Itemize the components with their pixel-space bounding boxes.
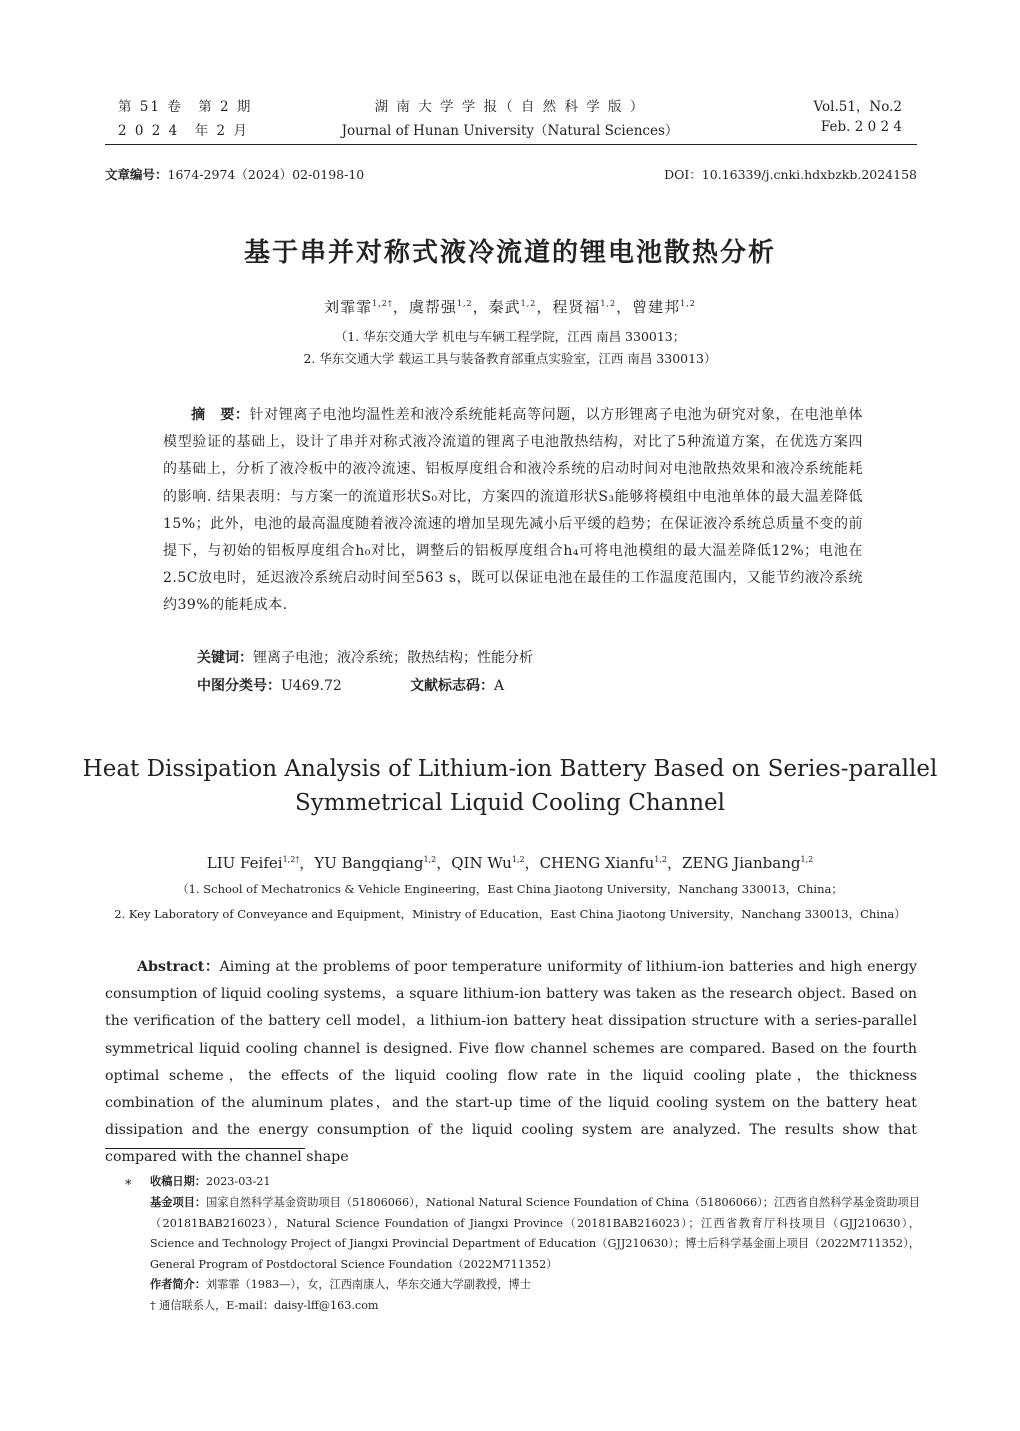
fund-label: 基金项目： (150, 1196, 207, 1209)
footnote-author (150, 1275, 920, 1296)
author-name: ZENG Jianbang (682, 854, 801, 872)
header-volume-issue-en: Vol.51，No.2 (813, 99, 902, 115)
affiliation-cn-1: （1. 华东交通大学 机电与车辆工程学院，江西 南昌 330013； (334, 329, 686, 344)
affiliation-en-1: （1. School of Mechatronics & Vehicle Engineering，East China Jiaotong University，Nanchang 330013，China； (177, 882, 843, 896)
author-affiliation-mark: 1,2† (282, 855, 300, 864)
author-name: QIN Wu (451, 854, 512, 872)
abstract-en (105, 954, 917, 1172)
affiliation-cn-2: 2. 华东交通大学 载运工具与装备教育部重点实验室，江西 南昌 330013） (303, 351, 717, 366)
title-en-line-2: Symmetrical Liquid Cooling Channel (295, 790, 725, 816)
abstract-en-text: Aiming at the problems of poor temperature uniformity of lithium-ion batteries and high energy consumption of liquid cooling systems，a square lithium-ion battery was taken as the research object. Based on the verification of the battery cell model，a lithium-ion battery heat dissipation structure with a series-parallel symmetrical liquid cooling channel is designed. Five flow channel schemes are compared. Based on the fourth optimal scheme，the effects of the liquid cooling flow rate in the liquid cooling plate，the thickness combination of the aluminum plates，and the start-up time of the liquid cooling system on the battery heat dissipation and the energy consumption of the liquid cooling system are analyzed. The results show that compared with the channel shape (105, 959, 917, 1166)
author-separator: ， (616, 298, 633, 316)
author-bio-text: 刘霏霏（1983—），女，江西南康人，华东交通大学副教授，博士 (205, 1278, 531, 1291)
author-affiliation-mark: 1,2 (520, 299, 537, 308)
title-en (0, 752, 1020, 820)
affiliation-en-2: 2. Key Laboratory of Conveyance and Equipment，Ministry of Education，East China Jiaotong University，Nanchang 330013，China） (114, 907, 906, 921)
header-rule (105, 144, 917, 145)
authors-cn (0, 296, 1020, 317)
footnote-marker: * (125, 1178, 132, 1193)
author-separator: ， (524, 854, 540, 872)
keywords-cn (197, 647, 533, 667)
author-name: 曾建邦 (632, 298, 681, 316)
author-separator: ， (299, 854, 315, 872)
article-number-label: 文章编号： (105, 167, 168, 182)
footnote-fund (150, 1193, 920, 1275)
title-en-line-1: Heat Dissipation Analysis of Lithium-ion Battery Based on Series-parallel (82, 756, 938, 782)
document-code-value: A (494, 678, 505, 694)
doi: DOI：10.16339/j.cnki.hdxbzkb.2024158 (664, 167, 917, 182)
author-affiliation-mark: 1,2 (423, 855, 437, 864)
header-date-en: Feb. 2 0 2 4 (820, 119, 902, 135)
author-name: CHENG Xianfu (539, 854, 655, 872)
abstract-cn (163, 402, 863, 620)
author-separator: ， (436, 854, 452, 872)
footnote-contact: † 通信联系人，E-mail：daisy-lff@163.com (150, 1299, 379, 1312)
author-separator: ， (472, 298, 489, 316)
document-code-label: 文献标志码： (410, 678, 494, 694)
keywords-cn-label: 关键词： (197, 650, 253, 666)
author-affiliation-mark: 1,2 (654, 855, 667, 864)
article-number-value: 1674-2974（2024）02-0198-10 (167, 167, 365, 182)
author-name: YU Bangqiang (314, 854, 424, 872)
author-separator: ， (392, 298, 409, 316)
author-name: 程贤福 (552, 298, 601, 316)
author-affiliation-mark: 1,2 (800, 855, 814, 864)
keywords-cn-text: 锂离子电池；液冷系统；散热结构；性能分析 (253, 650, 533, 666)
author-affiliation-mark: 1,2 (511, 855, 525, 864)
authors-en (0, 852, 1020, 873)
header-volume-issue-cn: 第 51 卷 第 2 期 (118, 99, 253, 115)
clc-label: 中图分类号： (197, 678, 281, 694)
article-number (105, 165, 364, 183)
author-affiliation-mark: 1,2† (372, 299, 393, 308)
author-name: 刘霏霏 (324, 298, 373, 316)
author-separator: ， (666, 854, 682, 872)
author-bio-label: 作者简介： (150, 1278, 206, 1291)
footnote-received (150, 1172, 920, 1193)
author-affiliation-mark: 1,2 (456, 299, 473, 308)
received-date: 2023-03-21 (205, 1175, 271, 1188)
author-name: LIU Feifei (206, 854, 283, 872)
header-journal-cn: 湖 南 大 学 学 报（ 自 然 科 学 版 ） (374, 99, 646, 115)
author-name: 秦武 (488, 298, 521, 316)
author-name: 虞帮强 (408, 298, 457, 316)
received-label: 收稿日期： (150, 1175, 206, 1188)
header-journal-en: Journal of Hunan University（Natural Sciences） (341, 123, 679, 139)
fund-text: 国家自然科学基金资助项目（51806066），National Natural Science Foundation of China（51806066）；江西省自然科学基金资助项目（20181BAB216023），Natural Science Foundation of Jiangxi Province（20181BAB216023）；江西省教育厅科技项目（GJJ210630），Science and Technology Project of Jiangxi Provincial Department of Education（GJJ210630）；博士后科学基金面上项目（2022M711352），General Program of Postdoctoral Science Foundation（2022M711352） (150, 1196, 920, 1271)
footnote-rule (105, 1148, 305, 1149)
title-cn: 基于串并对称式液冷流道的锂电池散热分析 (243, 238, 776, 268)
author-affiliation-mark: 1,2 (680, 299, 696, 308)
clc-number (197, 675, 342, 695)
abstract-cn-label: 摘 要： (191, 407, 250, 423)
document-code (410, 675, 504, 695)
clc-value: U469.72 (281, 678, 342, 694)
abstract-en-label: Abstract： (137, 959, 220, 975)
header-date-cn: 2 0 2 4 年 2 月 (118, 123, 249, 139)
author-affiliation-mark: 1,2 (600, 299, 617, 308)
author-separator: ， (536, 298, 553, 316)
abstract-cn-text: 针对锂离子电池均温性差和液冷系统能耗高等问题，以方形锂离子电池为研究对象，在电池单体模型验证的基础上，设计了串并对称式液冷流道的锂离子电池散热结构，对比了5种流道方案，在优选方案四的基础上，分析了液冷板中的液冷流速、铝板厚度组合和液冷系统的启动时间对电池散热效果和液冷系统能耗的影响. 结果表明：与方案一的流道形状S₀对比，方案四的流道形状S₃能够将模组中电池单体的最大温差降低15%；此外，电池的最高温度随着液冷流速的增加呈现先减小后平缓的趋势；在保证液冷系统总质量不变的前提下，与初始的铝板厚度组合h₀对比，调整后的铝板厚度组合h₄可将电池模组的最大温差降低12%；电池在2.5C放电时，延迟液冷系统启动时间至563 s，既可以保证电池在最佳的工作温度范围内，又能节约液冷系统约39%的能耗成本. (163, 407, 864, 614)
